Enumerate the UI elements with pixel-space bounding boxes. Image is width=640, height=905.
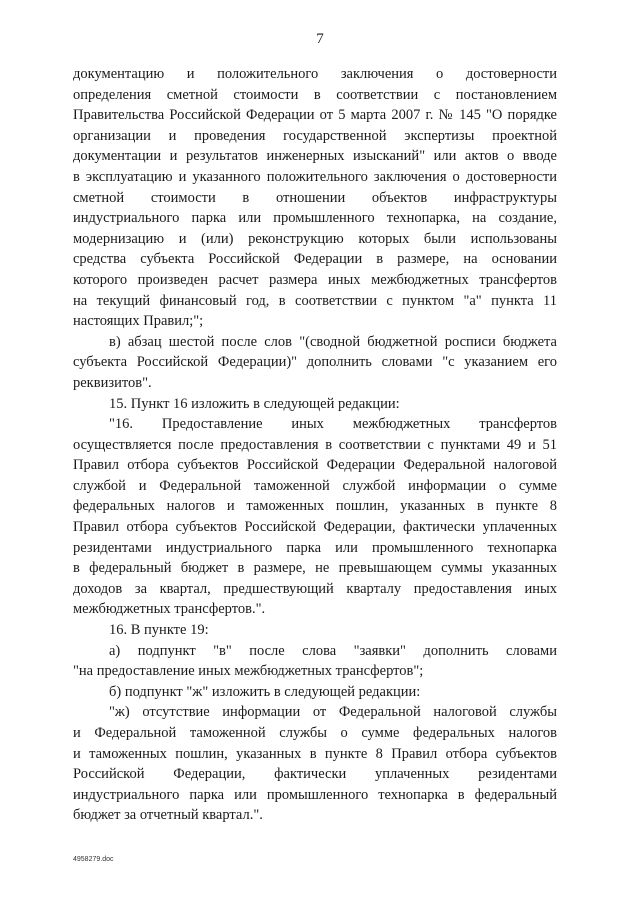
text-line: "на предоставление иных межбюджетных трансфертов"; xyxy=(73,663,424,680)
text-line: индустриального парка или промышленного технопарка, на создание, xyxy=(73,210,557,227)
text-line: резидентами индустриального парка или промышленного технопарка xyxy=(73,539,557,556)
document-body xyxy=(73,64,557,826)
text-line: настоящих Правил;"; xyxy=(73,313,204,330)
text-line: а) подпункт "в" после слова "заявки" дополнить словами xyxy=(109,642,557,659)
document-file-id: 4958279.doc xyxy=(73,856,114,863)
text-line: бюджет за отчетный квартал.". xyxy=(73,807,263,824)
text-line: сметной стоимости в отношении объектов инфраструктуры xyxy=(73,189,557,206)
page-number: 7 xyxy=(316,31,324,47)
text-line: документацию и положительного заключения о достоверности xyxy=(73,66,557,82)
text-line: Правил отбора субъектов Российской Федерации Федеральной налоговой xyxy=(73,457,557,474)
text-line: осуществляется после предоставления в соответствии с пунктами 49 и 51 xyxy=(73,436,557,453)
text-line: на текущий финансовый год, в соответствии с пунктом "а" пункта 11 xyxy=(73,292,557,309)
text-line: доходов за квартал, предшествующий кварталу предоставления иных xyxy=(73,580,557,597)
text-line: Российской Федерации, фактически уплаченных резидентами xyxy=(73,766,557,783)
text-line: в) абзац шестой после слов "(сводной бюджетной росписи бюджета xyxy=(109,333,557,350)
text-line: субъекта Российской Федерации)" дополнить словами "с указанием его xyxy=(73,354,557,371)
text-line: "16. Предоставление иных межбюджетных трансфертов xyxy=(109,416,557,433)
text-line: Правительства Российской Федерации от 5 марта 2007 г. № 145 "О порядке xyxy=(73,107,557,124)
text-line: 16. В пункте 19: xyxy=(109,622,209,639)
text-line: реквизитов". xyxy=(73,374,152,391)
text-line: организации и проведения государственной экспертизы проектной xyxy=(73,127,557,144)
text-line: службой и Федеральной таможенной службой информации о сумме xyxy=(73,477,557,494)
text-line: документации и результатов инженерных изысканий" или актов о вводе xyxy=(73,148,557,165)
text-line: которого произведен расчет размера иных межбюджетных трансфертов xyxy=(73,271,557,288)
text-line: Правил отбора субъектов Российской Федерации, фактически уплаченных xyxy=(73,519,557,536)
text-line: в федеральный бюджет в размере, не превышающем суммы указанных xyxy=(73,560,557,577)
text-line: межбюджетных трансфертов.". xyxy=(73,601,266,618)
text-line: 15. Пункт 16 изложить в следующей редакции: xyxy=(109,395,400,412)
text-line: и таможенных пошлин, указанных в пункте 8 Правил отбора субъектов xyxy=(73,745,557,762)
text-line: определения сметной стоимости в соответствии с постановлением xyxy=(73,86,557,103)
text-line: индустриального парка или промышленного технопарка в федеральный xyxy=(73,786,557,803)
text-line: модернизацию и (или) реконструкцию которых были использованы xyxy=(73,230,557,247)
text-line: федеральных налогов и таможенных пошлин, указанных в пункте 8 xyxy=(73,498,557,515)
text-line: "ж) отсутствие информации от Федеральной налоговой службы xyxy=(109,704,557,721)
text-line: в эксплуатацию и указанного положительного заключения о достоверности xyxy=(73,168,557,185)
text-line: средства субъекта Российской Федерации в размере, на основании xyxy=(73,251,557,268)
text-line: и Федеральной таможенной службы о сумме федеральных налогов xyxy=(73,725,557,741)
text-line: б) подпункт "ж" изложить в следующей редакции: xyxy=(109,683,421,700)
